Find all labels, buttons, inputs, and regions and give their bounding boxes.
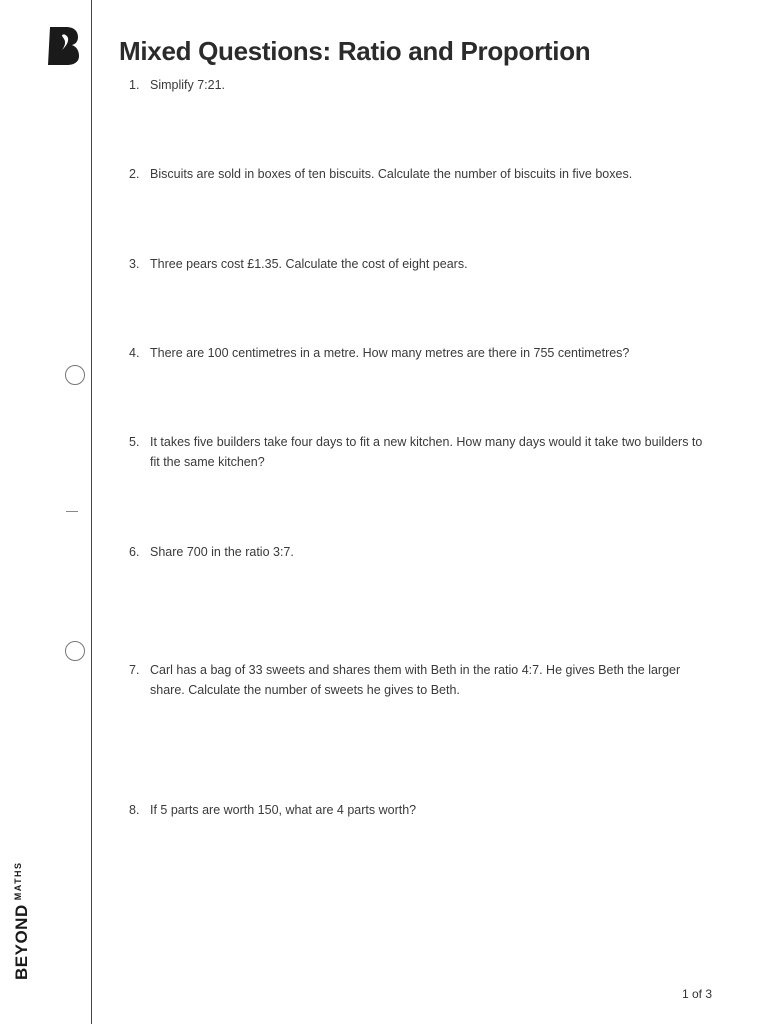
question-number: 8.: [129, 803, 140, 817]
question-number: 1.: [129, 78, 140, 92]
fold-mark: [66, 511, 78, 512]
beyond-logo-icon: [46, 26, 80, 66]
question-4: [129, 343, 714, 363]
question-number: 5.: [129, 435, 140, 449]
question-text: Share 700 in the ratio 3:7.: [150, 545, 294, 559]
brand-wordmark: [12, 861, 32, 980]
question-text: Carl has a bag of 33 sweets and shares them with Beth in the ratio 4:7. He gives Beth the larger share. Calculate the number of sweets he gives to Beth.: [150, 663, 681, 697]
brand-sub: MATHS: [13, 861, 23, 901]
question-text: Simplify 7:21.: [150, 78, 226, 92]
question-8: [129, 800, 714, 820]
question-7: [129, 660, 714, 700]
question-5: [129, 432, 714, 472]
question-2: [129, 164, 714, 184]
punch-hole-marker: [65, 365, 85, 385]
question-3: [129, 254, 714, 274]
question-text: If 5 parts are worth 150, what are 4 parts worth?: [150, 803, 417, 817]
question-number: 4.: [129, 346, 140, 360]
question-number: 3.: [129, 257, 140, 271]
margin-line: [91, 0, 92, 1024]
question-1: [129, 75, 714, 95]
brand-name: BEYOND: [12, 904, 31, 980]
question-6: [129, 542, 714, 562]
page-number: 1 of 3: [682, 987, 713, 1001]
question-number: 7.: [129, 663, 140, 677]
question-text: Three pears cost £1.35. Calculate the cost of eight pears.: [150, 257, 468, 271]
punch-hole-marker: [65, 641, 85, 661]
question-text: It takes five builders take four days to fit a new kitchen. How many days would it take two builders to fit the same kitchen?: [150, 435, 703, 469]
question-text: There are 100 centimetres in a metre. How many metres are there in 755 centimetres?: [150, 346, 630, 360]
question-text: Biscuits are sold in boxes of ten biscuits. Calculate the number of biscuits in five boxes.: [150, 167, 633, 181]
question-number: 2.: [129, 167, 140, 181]
page-title: Mixed Questions: Ratio and Proportion: [119, 36, 591, 66]
question-number: 6.: [129, 545, 140, 559]
